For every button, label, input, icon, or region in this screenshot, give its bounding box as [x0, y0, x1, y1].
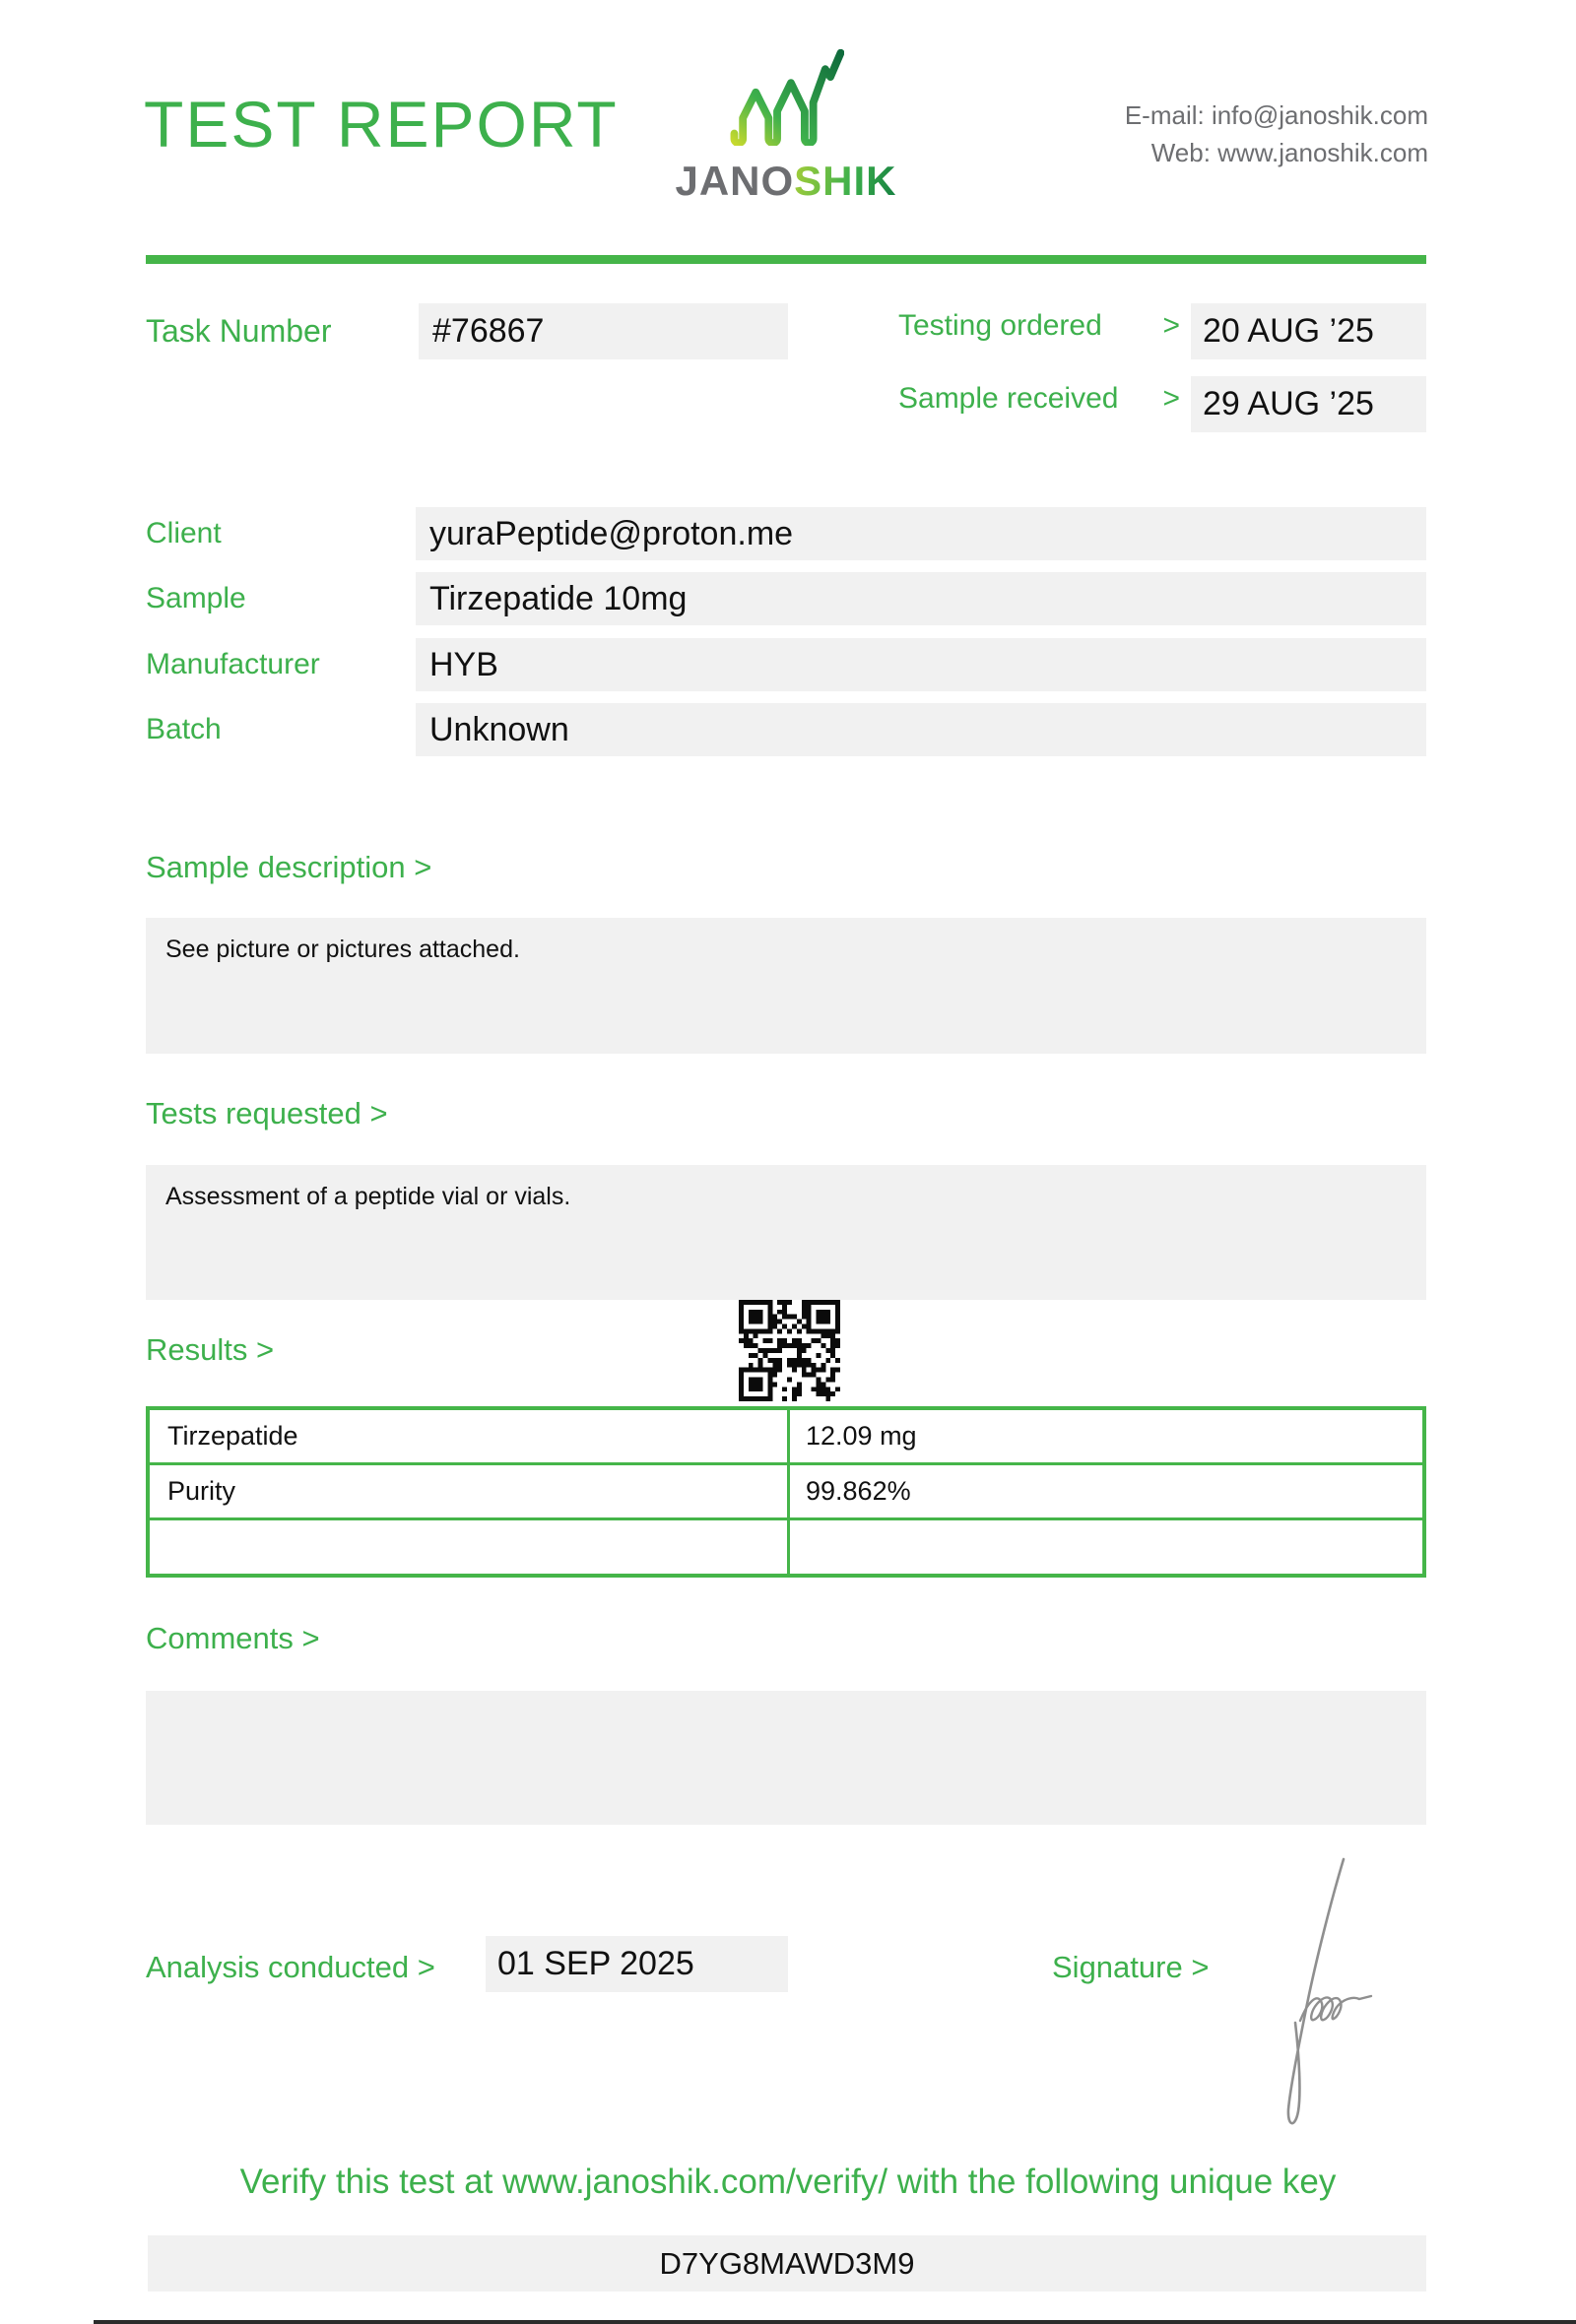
green-divider: [146, 255, 1426, 264]
analysis-conducted-value: 01 SEP 2025: [486, 1936, 788, 1992]
manufacturer-value: HYB: [416, 638, 1426, 691]
sample-label: Sample: [146, 582, 246, 614]
table-row: [150, 1410, 1422, 1465]
result-name: [150, 1520, 790, 1575]
page-title: TEST REPORT: [144, 88, 619, 161]
tests-requested-heading: Tests requested >: [146, 1096, 388, 1130]
sample-received-label: Sample received: [898, 382, 1119, 415]
client-label: Client: [146, 517, 222, 549]
result-value: [790, 1520, 1422, 1575]
analysis-conducted-label: Analysis conducted >: [146, 1950, 435, 1984]
logo-shik: SHIK: [794, 158, 897, 204]
results-table: [146, 1406, 1426, 1578]
verify-instruction: Verify this test at www.janoshik.com/verify/ with the following unique key: [239, 2163, 1337, 2201]
qr-code: [739, 1300, 840, 1401]
batch-value: Unknown: [416, 703, 1426, 756]
signature-scribble: [1265, 1853, 1387, 2141]
table-row: [150, 1465, 1422, 1520]
manufacturer-label: Manufacturer: [146, 648, 320, 680]
batch-label: Batch: [146, 713, 222, 745]
task-number-label: Task Number: [146, 313, 332, 349]
email-line: E-mail: info@janoshik.com: [1124, 100, 1428, 130]
client-value: yuraPeptide@proton.me: [416, 507, 1426, 560]
signature-label: Signature >: [1052, 1950, 1210, 1984]
result-value: 99.862%: [806, 1476, 911, 1506]
sample-value: Tirzepatide 10mg: [416, 572, 1426, 625]
verify-key: D7YG8MAWD3M9: [148, 2235, 1426, 2292]
table-row: [150, 1520, 1422, 1575]
sample-description-heading: Sample description >: [146, 850, 432, 884]
testing-ordered-label: Testing ordered: [898, 309, 1102, 342]
logo-jano: JANO: [675, 158, 795, 204]
sample-received-value: 29 AUG ’25: [1191, 376, 1426, 432]
results-heading: Results >: [146, 1332, 275, 1367]
comments-box: [146, 1691, 1426, 1825]
web-line: Web: www.janoshik.com: [1150, 138, 1428, 167]
sample-received-arrow: >: [1162, 382, 1180, 415]
result-name: Purity: [150, 1465, 790, 1517]
sample-received-row: [898, 382, 1180, 416]
testing-ordered-row: [898, 309, 1180, 343]
sample-description-box: See picture or pictures attached.: [146, 918, 1426, 1054]
tests-requested-box: Assessment of a peptide vial or vials.: [146, 1165, 1426, 1300]
janoshik-logo-text: [638, 158, 934, 205]
contact-block: [1125, 97, 1428, 171]
testing-ordered-value: 20 AUG ’25: [1191, 303, 1426, 359]
task-number-value: #76867: [419, 303, 788, 359]
testing-ordered-arrow: >: [1162, 309, 1180, 342]
janoshik-chart-logo-icon: [724, 49, 844, 146]
result-name: Tirzepatide: [150, 1410, 790, 1462]
result-value: 12.09 mg: [806, 1421, 917, 1451]
page-bottom-edge: [94, 2320, 1576, 2324]
comments-heading: Comments >: [146, 1621, 320, 1655]
